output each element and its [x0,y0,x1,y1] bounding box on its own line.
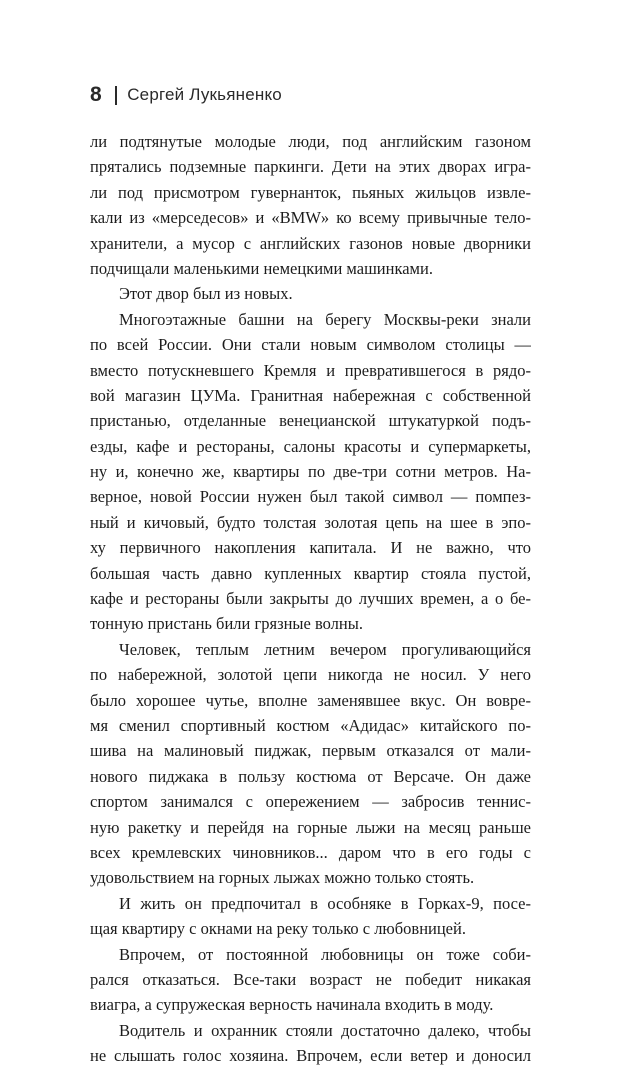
text-line: виагра, а супружеская верность начинала входить в моду. [90,995,494,1015]
header-divider [115,86,117,105]
text-line: пристанью, отделанные венецианской штукатуркой подъ- [90,411,531,431]
text-line: прятались подземные паркинги. Дети на этих дворах игра- [90,157,531,177]
text-line: ли под присмотром гувернанток, пьяных жильцов извле- [90,182,531,202]
text-line: рался отказаться. Все-таки возраст не победит никакая [90,969,531,989]
text-line: мя сменил спортивный костюм «Адидас» китайского по- [90,715,531,735]
page-number: 8 [90,83,103,106]
text-line: вой магазин ЦУМа. Гранитная набережная с собственной [90,385,531,405]
text-line: ху первичного накопления капитала. И не важно, что [90,538,531,558]
text-line: по всей России. Они стали новым символом столицы — [90,335,531,355]
text-line: Этот двор был из новых. [119,284,293,304]
text-line: хранители, а мусор с английских газонов новые дворники [90,233,531,253]
text-line: Человек, теплым летним вечером прогуливающийся [119,639,531,659]
text-line: вместо потускневшего Кремля и превратившегося в рядо- [90,360,531,380]
author-name: Сергей Лукьяненко [127,85,282,104]
text-line: удовольствием на горных лыжах можно только стоять. [90,868,475,888]
text-line: тонную пристань били грязные волны. [90,614,363,634]
text-line: Водитель и охранник стояли достаточно далеко, чтобы [119,1020,531,1040]
text-line: Многоэтажные башни на берегу Москвы-реки знали [119,309,531,329]
text-line: И жить он предпочитал в особняке в Горках-9, посе- [119,893,531,913]
text-line: Впрочем, от постоянной любовницы он тоже соби- [119,944,531,964]
text-line: щая квартиру с окнами на реку только с любовницей. [90,919,466,939]
text-line: спортом занимался с опережением — забросив теннис- [90,792,531,812]
text-line: кафе и рестораны были закрыты до лучших времен, а о бе- [90,589,531,609]
text-line: нового пиджака в пользу костюма от Версаче. Он даже [90,766,531,786]
text-line: было хорошее чутье, вполне заменявшее вкус. Он вовре- [90,690,531,710]
text-line: шива на малиновый пиджак, первым отказался от мали- [90,741,531,761]
text-line: езды, кафе и рестораны, салоны красоты и супермаркеты, [90,436,531,456]
text-line: ный и кичовый, будто толстая золотая цепь на шее в эпо- [90,512,531,532]
text-line: подчищали маленькими немецкими машинками. [90,258,433,278]
text-line: по набережной, золотой цепи никогда не носил. У него [90,665,531,685]
text-line: всех кремлевских чиновников... даром что в его годы с [90,842,531,862]
body-text [90,129,531,1068]
running-header [90,82,282,108]
text-line: кали из «мерседесов» и «BMW» ко всему привычные тело- [90,208,531,228]
text-line: ную ракетку и перейдя на горные лыжи на месяц раньше [90,817,531,837]
text-line: большая часть давно купленных квартир стояла пустой, [90,563,531,583]
text-line: ли подтянутые молодые люди, под английским газоном [90,132,531,151]
text-line: не слышать голос хозяина. Впрочем, если ветер и доносил [90,1046,531,1066]
text-line: верное, новой России нужен был такой символ — помпез- [90,487,531,507]
text-line: ну и, конечно же, квартиры по две-три сотни метров. На- [90,462,531,482]
